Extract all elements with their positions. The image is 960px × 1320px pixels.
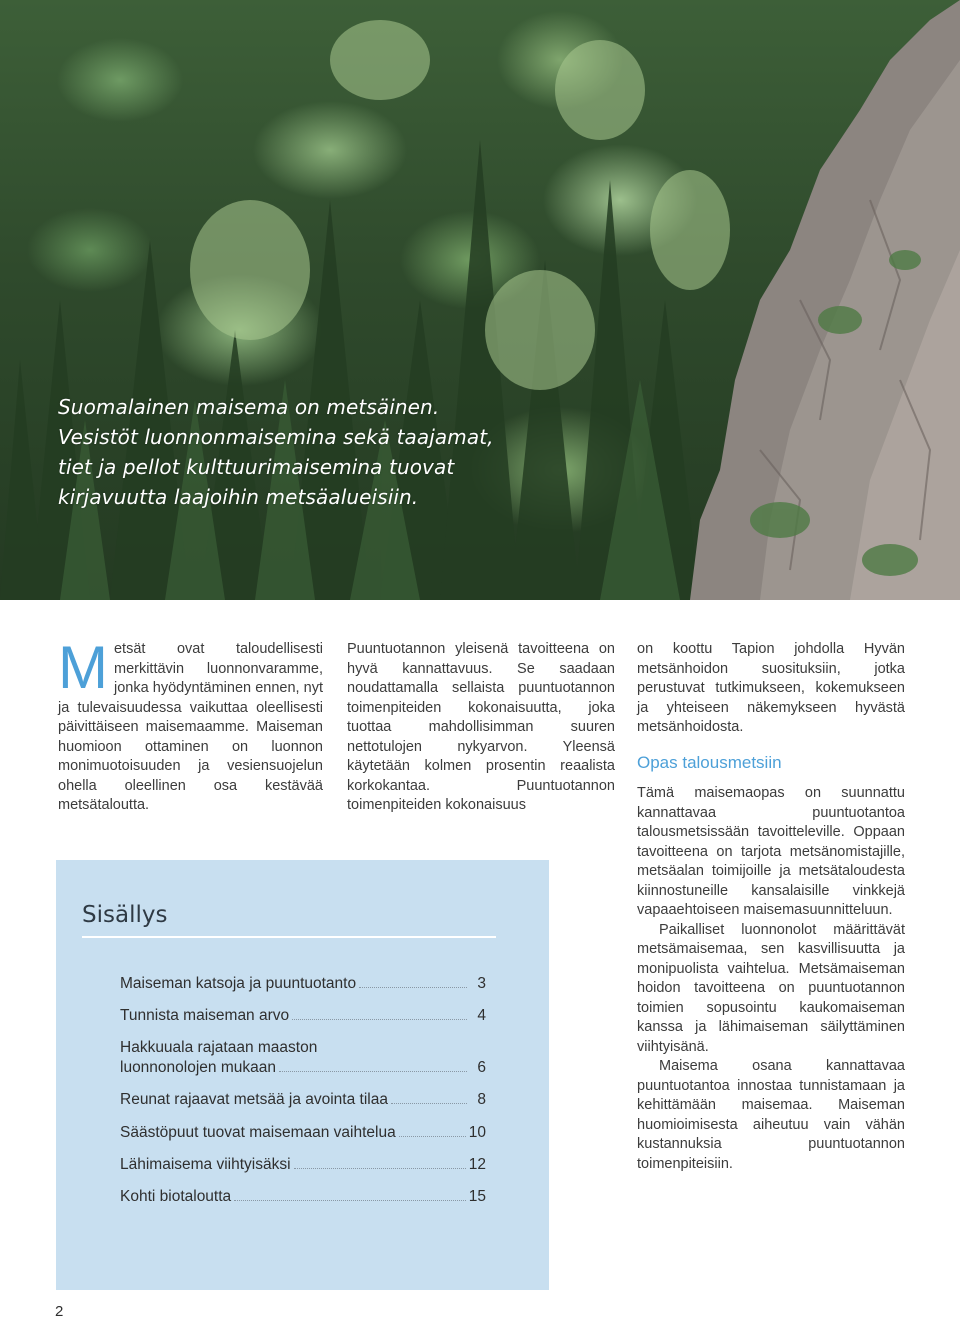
toc-entry[interactable]: [120, 1187, 486, 1207]
toc-entry[interactable]: [120, 1123, 486, 1143]
toc-entry-label: Lähimaisema viihtyisäksi: [120, 1156, 291, 1173]
toc-entry-label: Reunat rajaavat metsää ja avointa tilaa: [120, 1091, 388, 1108]
toc-entry[interactable]: [120, 1038, 486, 1078]
toc-leader: [359, 987, 467, 988]
caption-line: kirjavuutta laajoihin metsäalueisiin.: [58, 485, 419, 509]
middle-paragraph: Puuntuotannon yleisenä tavoitteena on hyvä kannattavuus. Se saadaan noudattamalla sellaista puuntuotannon toimenpiteiden kokonaisuutta, joka tuottaa mahdollisimman suuren nettotulojen nykyarvon. Yleensä käytetään kolmen prosentin reaalista korkokantaa. Puuntuotannon toimenpiteiden kokonaisuus: [347, 641, 615, 813]
toc-entry-label-line1: Hakkuuala rajataan maaston: [120, 1039, 318, 1056]
toc-entry-label: Säästöpuut tuovat maisemaan vaihtelua: [120, 1124, 396, 1141]
intro-column: [58, 634, 323, 816]
right-paragraph-4: Maisema osana kannattavaa puuntuotantoa innostaa tunnistamaan ja kehittämään maisemaa. Maiseman huomioimisesta aiheutuu vain vähän kustannuksia puuntuotannon toimenpiteisiin.: [637, 1058, 905, 1172]
toc-divider: [82, 936, 496, 938]
hero-caption: [58, 392, 528, 512]
caption-line: Vesistöt luonnonmaisemina sekä taajamat,: [58, 425, 494, 449]
middle-column: [347, 640, 615, 816]
toc-entry-page: 10: [468, 1124, 486, 1141]
hero-photo: [0, 0, 960, 600]
toc-leader: [391, 1103, 467, 1104]
toc-leader: [399, 1136, 466, 1137]
page-number: 2: [55, 1303, 64, 1320]
toc-entry-page: 6: [477, 1059, 486, 1076]
toc-entry-page: 3: [477, 975, 486, 992]
right-paragraph-2: Tämä maisemaopas on suunnattu kannattavaa puuntuotantoa talousmetsissään tavoitteleville. Oppaan tavoitteena on tarjota metsänomistajille, metsäalan toimijoille ja metsätaloudesta kiinnostuneille kansalaisille vinkkejä vapaaehtoiseen maisemasuunnitteluun.: [637, 785, 905, 918]
toc-leader: [294, 1168, 466, 1169]
toc-leader: [279, 1071, 467, 1072]
toc-entry[interactable]: [120, 1006, 486, 1026]
toc-leader: [234, 1200, 466, 1201]
right-paragraph-1: on koottu Tapion johdolla Hyvän metsänhoidon suosituksiin, jotka perustuvat tutkimukseen, kokemukseen ja yhteiseen näkemykseen hyvästä metsänhoidosta.: [637, 641, 905, 735]
toc-entry-label: Kohti biotaloutta: [120, 1188, 232, 1205]
toc-entry-label: Tunnista maiseman arvo: [120, 1007, 290, 1024]
toc-entry[interactable]: [120, 974, 486, 994]
toc-leader: [292, 1019, 467, 1020]
toc-entry[interactable]: [120, 1090, 486, 1110]
toc-entry-page: 12: [468, 1156, 486, 1173]
caption-line: tiet ja pellot kulttuurimaisemina tuovat: [58, 455, 455, 479]
section-subheading: Opas talousmetsiin: [637, 752, 782, 772]
toc-entry[interactable]: [120, 1155, 486, 1175]
toc-title: Sisällys: [82, 902, 168, 928]
toc-entry-page: 8: [477, 1091, 486, 1108]
right-column: [637, 640, 905, 1174]
toc-entry-page: 15: [468, 1188, 486, 1205]
caption-line: Suomalainen maisema on metsäinen.: [58, 395, 440, 419]
toc-entry-label: luonnonolojen mukaan: [120, 1059, 276, 1076]
toc-entry-label: Maiseman katsoja ja puuntuotanto: [120, 975, 357, 992]
table-of-contents: [56, 860, 549, 1290]
right-paragraph-3: Paikalliset luonnonolot määrittävät metsämaisemaa, sen kasvillisuutta ja monipuolista vaihtelua. Metsämaiseman hoidon tavoitteena on puuntuotannon toimien sopusointu kaukomaiseman kanssa ja lähimaiseman säilyttäminen viihtyisänä.: [637, 921, 905, 1055]
intro-paragraph: etsät ovat taloudellisesti merkittävin luonnonvaramme, jonka hyödyntäminen ennen, nyt ja tulevaisuudessa vaikuttaa oleellisesti päivittäiseen maisemaamme. Maiseman huomioon ottaminen on luonnon monimuotoisuuden ja vesiensuojelun ohella oleellinen osa kestävää metsätaloutta.: [58, 641, 323, 813]
drop-cap: M: [58, 634, 108, 701]
toc-entry-page: 4: [477, 1007, 486, 1024]
